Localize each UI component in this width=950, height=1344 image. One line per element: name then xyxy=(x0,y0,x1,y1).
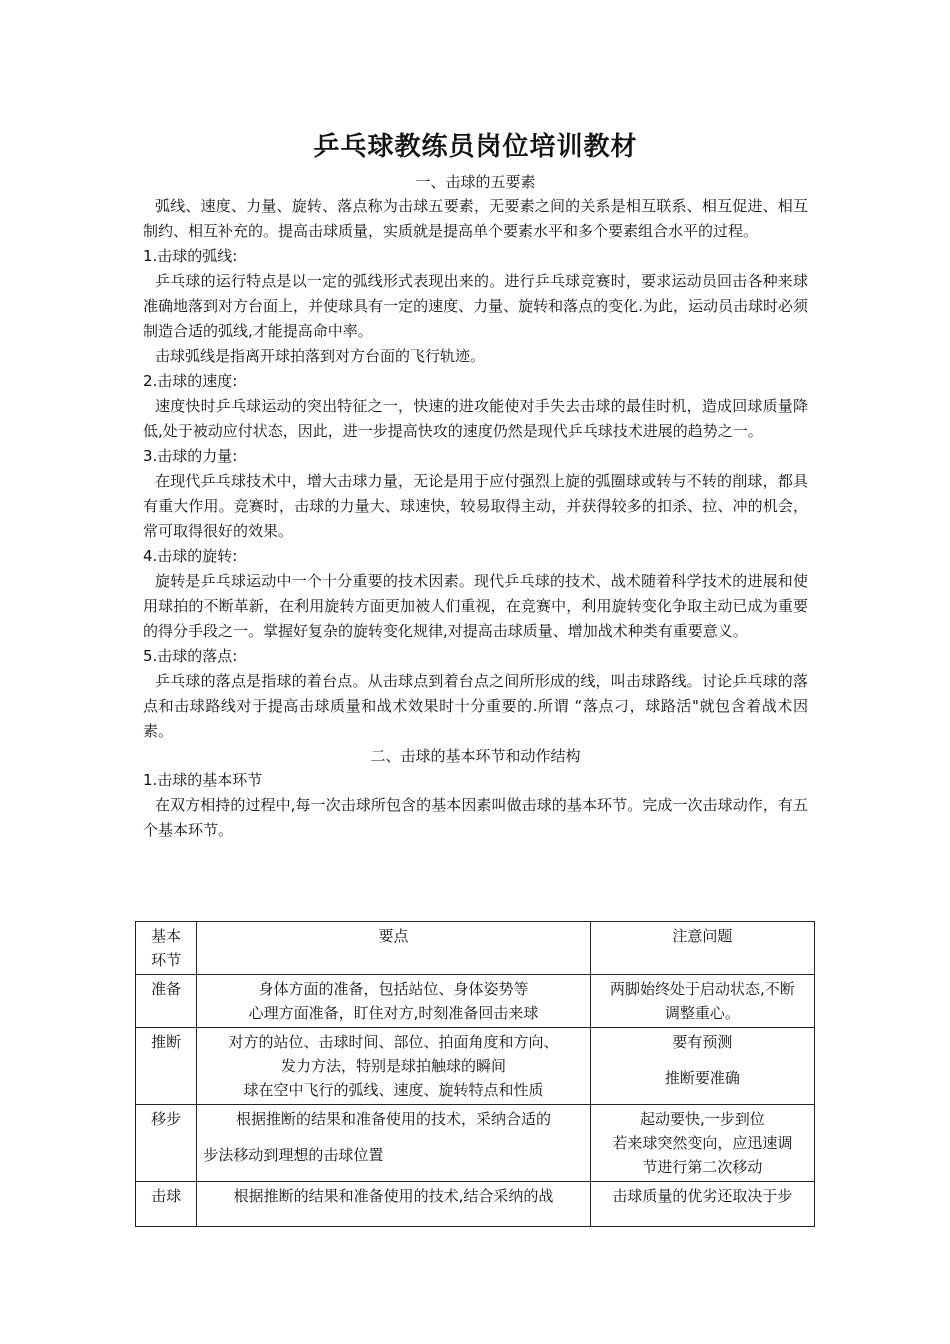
table-header-cell xyxy=(136,922,197,975)
row-notes xyxy=(590,1182,814,1227)
paragraph: 速度快时乒乓球运动的突出特征之一，快速的进攻能使对手失去击球的最佳时机，造成回球质量降低,处于被动应付状态，因此，进一步提高快攻的速度仍然是现代乒乓球技术进展的趋势之一。 xyxy=(143,397,808,440)
row-points xyxy=(197,1028,590,1105)
header-text: 基本 xyxy=(151,927,182,945)
point-line: 根据推断的结果和准备使用的技术，采纳合适的 xyxy=(236,1110,552,1128)
row-name: 击球 xyxy=(136,1182,197,1227)
note-line: 起动要快,一步到位 xyxy=(639,1110,765,1128)
item-heading: 3.击球的力量: xyxy=(143,447,238,465)
point-line: 心理方面准备，盯住对方,时刻准备回击来球 xyxy=(248,1004,539,1022)
row-notes xyxy=(590,975,814,1028)
sub-heading: 1.击球的基本环节 xyxy=(143,771,263,789)
point-line: 对方的站位、击球时间、部位、拍面角度和方向、 xyxy=(228,1033,559,1051)
basic-links-table xyxy=(135,921,815,1227)
intro-paragraph: 弧线、速度、力量、旋转、落点称为击球五要素，无要素之间的关系是相互联系、相互促进、相互制约、相互补充的。提高击球质量，实质就是提高单个要素水平和多个要素组合水平的过程。 xyxy=(143,197,808,240)
point-line: 步法移动到理想的击球位置 xyxy=(203,1146,384,1164)
note-line: 节进行第二次移动 xyxy=(642,1158,763,1176)
paragraph: 在双方相持的过程中,每一次击球所包含的基本因素叫做击球的基本环节。完成一次击球动作，有五个基本环节。 xyxy=(143,796,808,839)
row-points xyxy=(197,1182,590,1227)
row-notes xyxy=(590,1105,814,1182)
row-name: 推断 xyxy=(136,1028,197,1105)
section-heading: 一、击球的五要素 xyxy=(415,173,536,191)
note-line: 推断要准确 xyxy=(664,1069,740,1087)
table-row xyxy=(136,975,815,1028)
note-line: 要有预测 xyxy=(672,1033,733,1051)
point-line: 球在空中飞行的弧线、速度、旋转特点和性质 xyxy=(243,1081,544,1099)
row-points xyxy=(197,1105,590,1182)
paragraph: 乒乓球的落点是指球的着台点。从击球点到着台点之间所形成的线，叫击球路线。讨论乒乓球的落点和击球路线对于提高击球质量和战术效果时十分重要的.所谓 “落点刁，球路活"就包含着战术因素。 xyxy=(143,672,808,740)
table-header-cell: 注意问题 xyxy=(590,922,814,975)
point-line: 发力方法，特别是球拍触球的瞬间 xyxy=(281,1057,507,1075)
table-row xyxy=(136,1028,815,1105)
row-points xyxy=(197,975,590,1028)
paragraph: 旋转是乒乓球运动中一个十分重要的技术因素。现代乒乓球的技术、战术随着科学技术的进展和使用球拍的不断革新，在利用旋转方面更加被人们重视，在竞赛中，利用旋转变化争取主动已成为重要的得分手段之一。掌握好复杂的旋转变化规律,对提高击球质量、增加战术种类有重要意义。 xyxy=(143,572,808,640)
note-line: 调整重心。 xyxy=(664,1004,740,1022)
point-line: 身体方面的准备，包括站位、身体姿势等 xyxy=(258,980,529,998)
note-line: 击球质量的优劣还取决于步 xyxy=(612,1187,793,1205)
item-heading: 2.击球的速度: xyxy=(143,372,238,390)
point-line: 根据推断的结果和准备使用的技术,结合采纳的战 xyxy=(233,1187,554,1205)
note-line: 若来球突然变向，应迅速调 xyxy=(612,1134,793,1152)
paragraph: 乒乓球的运行特点是以一定的弧线形式表现出来的。进行乒乓球竞赛时，要求运动员回击各种来球准确地落到对方台面上，并使球具有一定的速度、力量、旋转和落点的变化.为此，运动员击球时必须制造合适的弧线,才能提高命中率。 xyxy=(143,272,808,340)
row-notes xyxy=(590,1028,814,1105)
document-body xyxy=(143,130,808,843)
note-line: 两脚始终处于启动状态,不断 xyxy=(609,980,795,998)
paragraph: 击球弧线是指离开球拍落到对方台面的飞行轨迹。 xyxy=(155,347,486,365)
item-heading: 1.击球的弧线: xyxy=(143,247,238,265)
table-header-row xyxy=(136,922,815,975)
row-name: 移步 xyxy=(136,1105,197,1182)
table-header-cell: 要点 xyxy=(197,922,590,975)
row-name: 准备 xyxy=(136,975,197,1028)
paragraph: 在现代乒乓球技术中，增大击球力量，无论是用于应付强烈上旋的弧圈球或转与不转的削球，都具有重大作用。竞赛时，击球的力量大、球速快，较易取得主动，并获得较多的扣杀、拉、冲的机会，常可取得很好的效果。 xyxy=(143,472,808,540)
table-row xyxy=(136,1105,815,1182)
item-heading: 5.击球的落点: xyxy=(143,647,238,665)
item-heading: 4.击球的旋转: xyxy=(143,547,238,565)
table-row xyxy=(136,1182,815,1227)
header-text: 环节 xyxy=(151,951,182,969)
page-title: 乒乓球教练员岗位培训教材 xyxy=(313,132,638,162)
section-heading: 二、击球的基本环节和动作结构 xyxy=(370,747,581,765)
